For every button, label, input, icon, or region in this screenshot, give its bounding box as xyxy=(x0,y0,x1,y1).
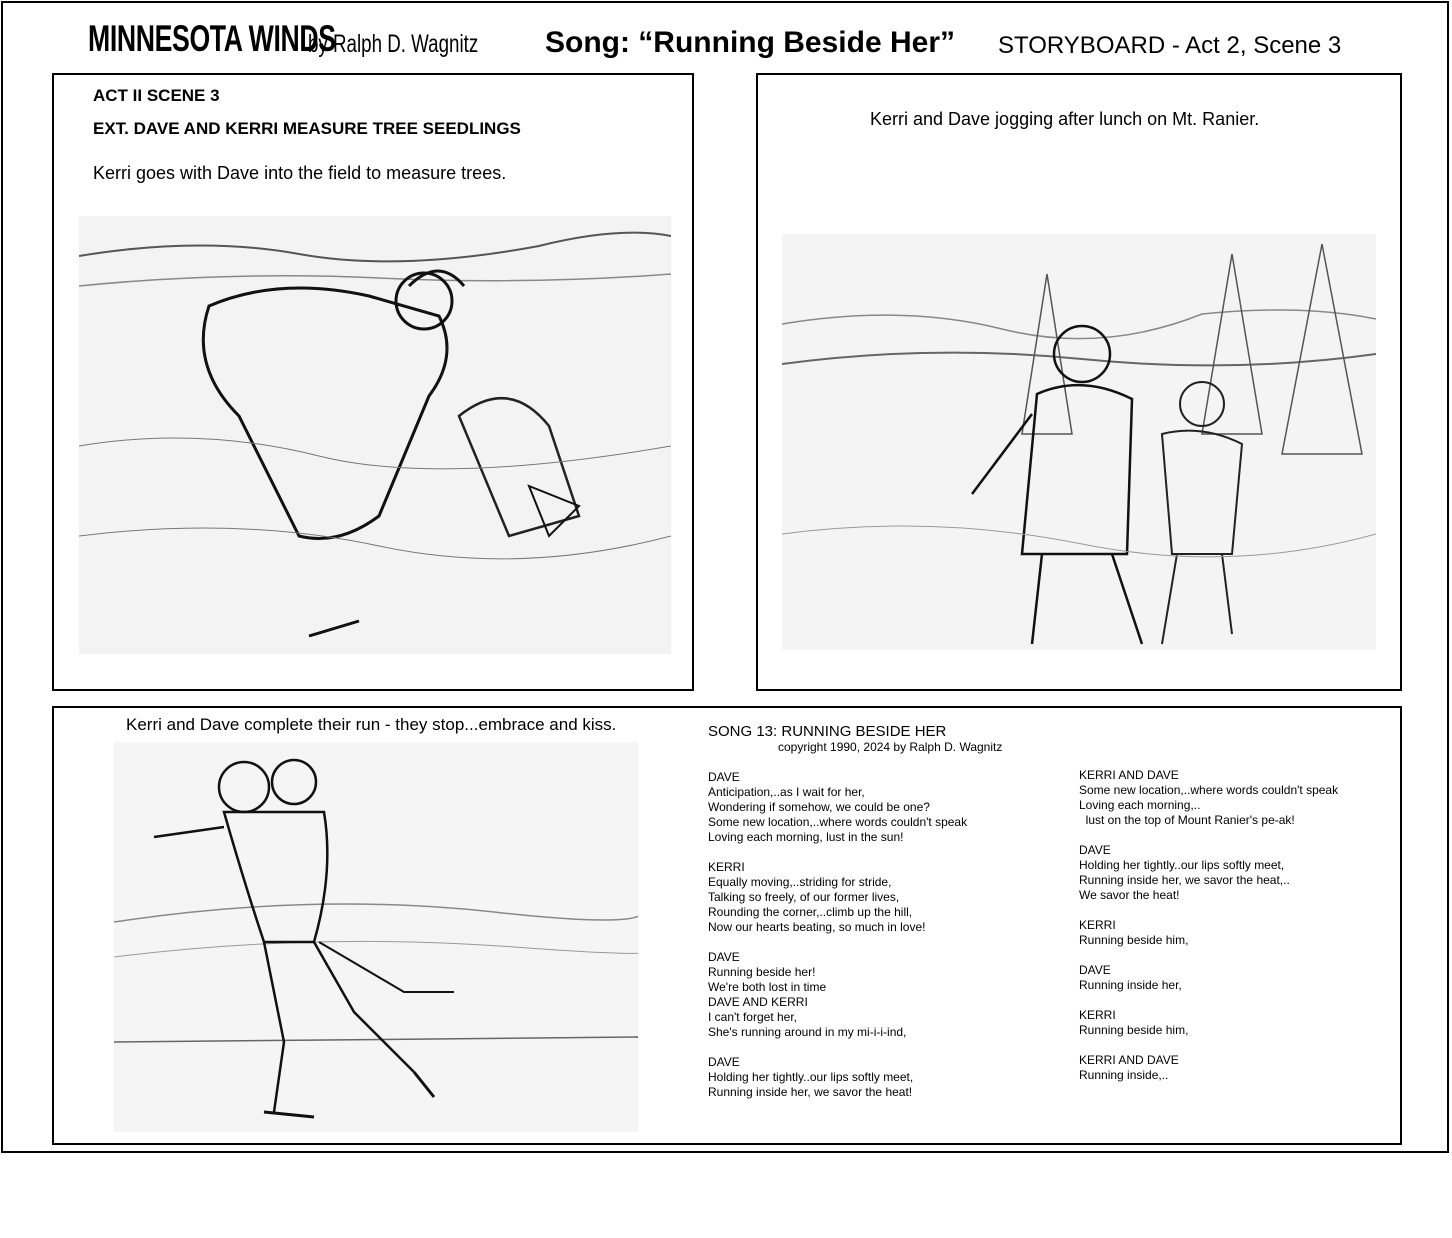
panel2-caption: Kerri and Dave jogging after lunch on Mt. Ranier. xyxy=(870,109,1260,129)
song-title-header: Song: “Running Beside Her” xyxy=(545,26,956,59)
jogging-sketch-svg xyxy=(782,234,1376,650)
author-byline: by Ralph D. Wagnitz xyxy=(308,30,479,58)
production-title: MINNESOTA WINDS xyxy=(88,18,336,59)
embrace-sketch-svg xyxy=(114,742,638,1132)
sketch-jogging-mountain-image xyxy=(782,234,1376,650)
panel3-caption: Kerri and Dave complete their run - they stop...embrace and kiss. xyxy=(126,715,617,734)
lyrics-column-left: DAVE Anticipation,..as I wait for her, Wondering if somehow, we could be one? Some new location,..where words couldn't speak Loving each morning, lust in the sun! KERRI Equally moving,..striding for stride, Talking so freely, of our former lives, Rounding the corner,..climb up the hill, Now our hearts beating, so much in love! DAVE Running beside her! We're both lost in time DAVE AND KERRI I can't forget her, She's running around in my mi-i-i-ind, DAVE Holding her tightly..our lips softly meet, Running inside her, we savor the heat! xyxy=(708,770,968,1099)
song-number-title: SONG 13: RUNNING BESIDE HER xyxy=(708,723,947,740)
field-sketch-svg xyxy=(79,216,671,654)
panel1-caption: Kerri goes with Dave into the field to measure trees. xyxy=(93,163,507,183)
panel-field-measuring xyxy=(52,73,694,691)
panel-jogging xyxy=(756,73,1402,691)
storyboard-label: STORYBOARD - Act 2, Scene 3 xyxy=(998,32,1342,59)
panel-embrace-and-song xyxy=(52,706,1402,1145)
song-copyright: copyright 1990, 2024 by Ralph D. Wagnitz xyxy=(778,740,1003,754)
scene-heading: EXT. DAVE AND KERRI MEASURE TREE SEEDLINGS xyxy=(93,119,521,138)
lyrics-column-right: KERRI AND DAVE Some new location,..where words couldn't speak Loving each morning,.. lust on the top of Mount Ranier's pe-ak! DAVE Holding her tightly..our lips softly meet, Running inside her, we savor the heat,.. We savor the heat! KERRI Running beside him, DAVE Running inside her, KERRI Running beside him, KERRI AND DAVE Running inside,.. xyxy=(1079,768,1339,1082)
scene-number: ACT II SCENE 3 xyxy=(93,86,220,105)
sketch-field-measuring-image xyxy=(79,216,671,654)
sketch-embrace-kiss-image xyxy=(114,742,638,1132)
